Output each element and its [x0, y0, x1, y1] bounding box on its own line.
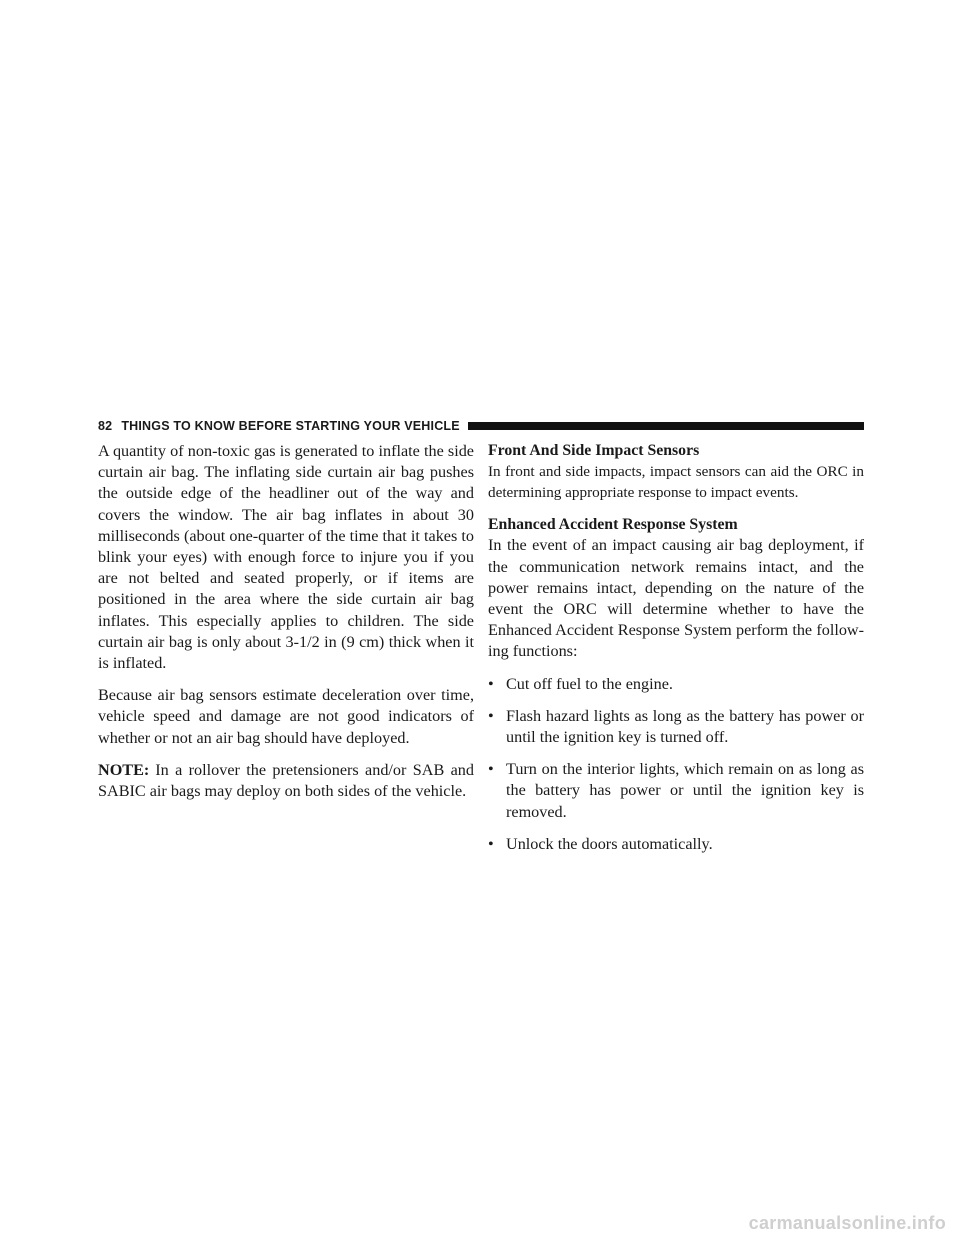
header-rule [468, 422, 864, 430]
impact-sensors-paragraph: In front and side impacts, impact sensors can aid the ORC in determining appropriate response to impact events. [488, 463, 864, 502]
list-item [488, 834, 864, 855]
list-item-text: Turn on the interior lights, which remain on as long as the battery has power or until the ignition key is removed. [506, 760, 864, 821]
right-column [488, 441, 864, 866]
bullet-icon: • [488, 706, 494, 725]
list-item-text: Cut off fuel to the engine. [506, 674, 673, 693]
accident-response-paragraph: In the event of an impact causing air bag deployment, if the communication network remains intact, and the power remains intact, depending on the nature of the event the ORC will determine whether to have the Enhanced Accident Response System perform the follow-ing functions: [488, 536, 864, 661]
section-title: THINGS TO KNOW BEFORE STARTING YOUR VEHICLE [121, 419, 460, 433]
list-item [488, 674, 864, 695]
watermark: carmanualsonline.info [748, 1213, 946, 1233]
bullet-icon: • [488, 674, 494, 693]
list-item [488, 759, 864, 823]
bullet-icon: • [488, 760, 494, 779]
note-text: In a rollover the pretensioners and/or SAB and SABIC air bags may deploy on both sides of the vehicle. [98, 760, 474, 801]
bullet-icon: • [488, 834, 494, 853]
list-item [488, 706, 864, 748]
page-header [98, 419, 864, 433]
note-label: NOTE: [98, 760, 150, 779]
list-item-text: Unlock the doors automatically. [506, 834, 713, 853]
side-curtain-paragraph: A quantity of non-toxic gas is generated to inflate the side curtain air bag. The inflating side curtain air bag pushes the outside edge of the headliner out of the way and covers the window. The air bag inflates in about 30 milliseconds (about one-quarter of the time that it takes to blink your eyes) with enough force to injure you if you are not belted and seated properly, or if items are positioned in the area where the side curtain air bag inflates. This especially applies to children. The side curtain air bag is only about 3-1/2 in (9 cm) thick when it is inflated. [98, 442, 474, 673]
air-bag-sensors-paragraph: Because air bag sensors estimate deceleration over time, vehicle speed and damage are not good indicators of whether or not an air bag should have deployed. [98, 686, 474, 747]
left-column [98, 441, 474, 813]
accident-response-heading: Enhanced Accident Response System [488, 516, 738, 534]
list-item-text: Flash hazard lights as long as the battery has power or until the ignition key is turned off. [506, 706, 864, 747]
page-number: 82 [98, 419, 113, 433]
functions-list [488, 674, 864, 855]
impact-sensors-heading: Front And Side Impact Sensors [488, 442, 700, 459]
note-paragraph [98, 760, 474, 802]
